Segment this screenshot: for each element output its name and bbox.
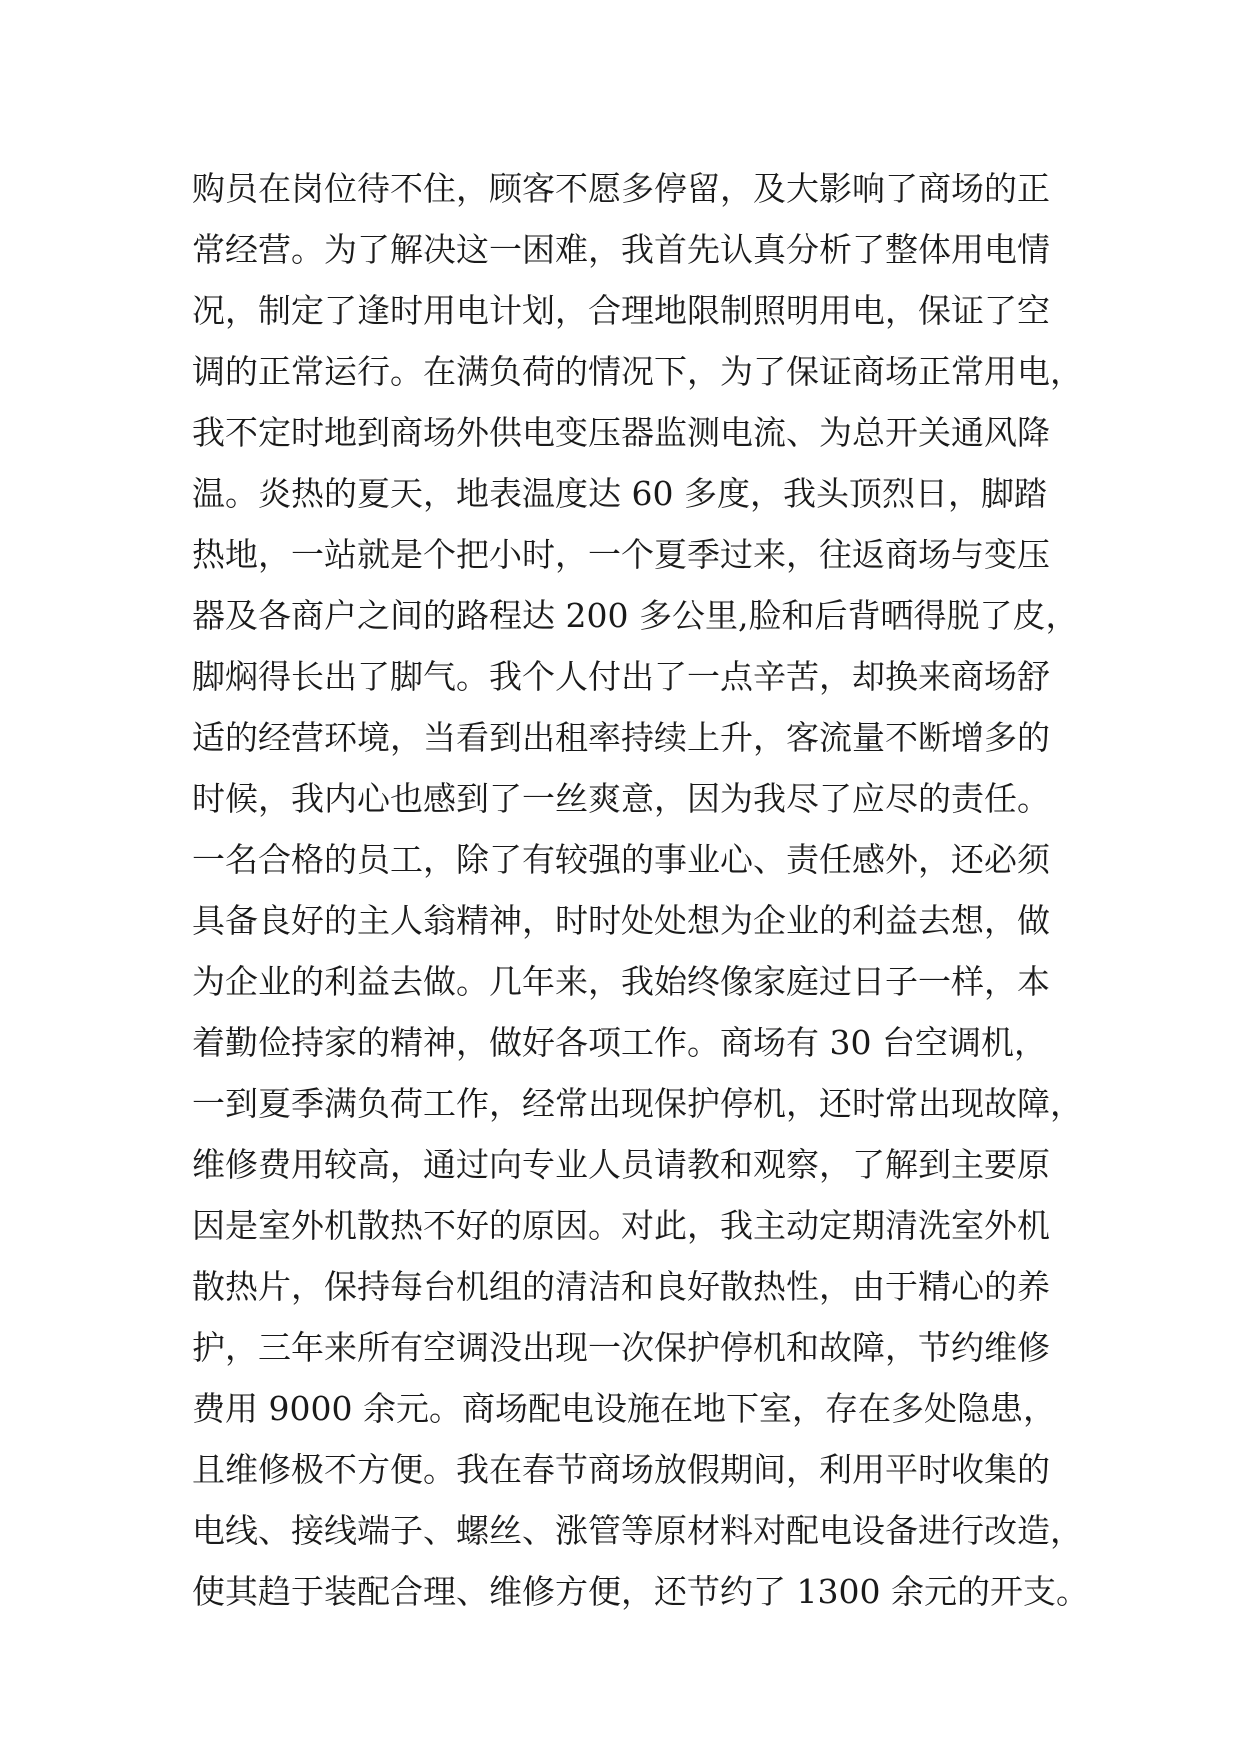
text-line: 费用 9000 余元。商场配电设施在地下室，存在多处隐患，	[192, 1389, 1056, 1428]
text-line: 维修费用较高，通过向专业人员请教和观察，了解到主要原	[192, 1145, 1050, 1184]
text-line: 常经营。为了解决这一困难，我首先认真分析了整体用电情	[192, 230, 1050, 269]
text-line: 使其趋于装配合理、维修方便，还节约了 1300 余元的开支。	[192, 1572, 1089, 1611]
text-line: 购员在岗位待不住，顾客不愿多停留，及大影响了商场的正	[192, 169, 1050, 208]
text-line: 且维修极不方便。我在春节商场放假期间，利用平时收集的	[192, 1450, 1050, 1489]
text-line: 热地，一站就是个把小时，一个夏季过来，往返商场与变压	[192, 535, 1050, 574]
text-line: 我不定时地到商场外供电变压器监测电流、为总开关通风降	[192, 413, 1050, 452]
text-line: 脚焖得长出了脚气。我个人付出了一点辛苦，却换来商场舒	[192, 657, 1050, 696]
text-line: 一到夏季满负荷工作，经常出现保护停机，还时常出现故障，	[192, 1084, 1083, 1123]
text-line: 具备良好的主人翁精神，时时处处想为企业的利益去想，做	[192, 901, 1050, 940]
body-text	[192, 158, 1092, 1622]
text-line: 为企业的利益去做。几年来，我始终像家庭过日子一样，本	[192, 962, 1050, 1001]
text-line: 电线、接线端子、螺丝、涨管等原材料对配电设备进行改造，	[192, 1511, 1083, 1550]
text-line: 护，三年来所有空调没出现一次保护停机和故障，节约维修	[192, 1328, 1050, 1367]
text-line: 散热片，保持每台机组的清洁和良好散热性，由于精心的养	[192, 1267, 1050, 1306]
text-line: 着勤俭持家的精神，做好各项工作。商场有 30 台空调机，	[192, 1023, 1047, 1062]
text-line: 器及各商户之间的路程达 200 多公里,脸和后背晒得脱了皮，	[192, 596, 1079, 635]
text-line: 因是室外机散热不好的原因。对此，我主动定期清洗室外机	[192, 1206, 1050, 1245]
text-line: 温。炎热的夏天，地表温度达 60 多度，我头顶烈日，脚踏	[192, 474, 1047, 513]
text-line: 一名合格的员工，除了有较强的事业心、责任感外，还必须	[192, 840, 1050, 879]
text-line: 况，制定了逢时用电计划，合理地限制照明用电，保证了空	[192, 291, 1050, 330]
text-line: 适的经营环境，当看到出租率持续上升，客流量不断增多的	[192, 718, 1050, 757]
text-line: 时候，我内心也感到了一丝爽意，因为我尽了应尽的责任。	[192, 779, 1050, 818]
text-line: 调的正常运行。在满负荷的情况下，为了保证商场正常用电，	[192, 352, 1083, 391]
